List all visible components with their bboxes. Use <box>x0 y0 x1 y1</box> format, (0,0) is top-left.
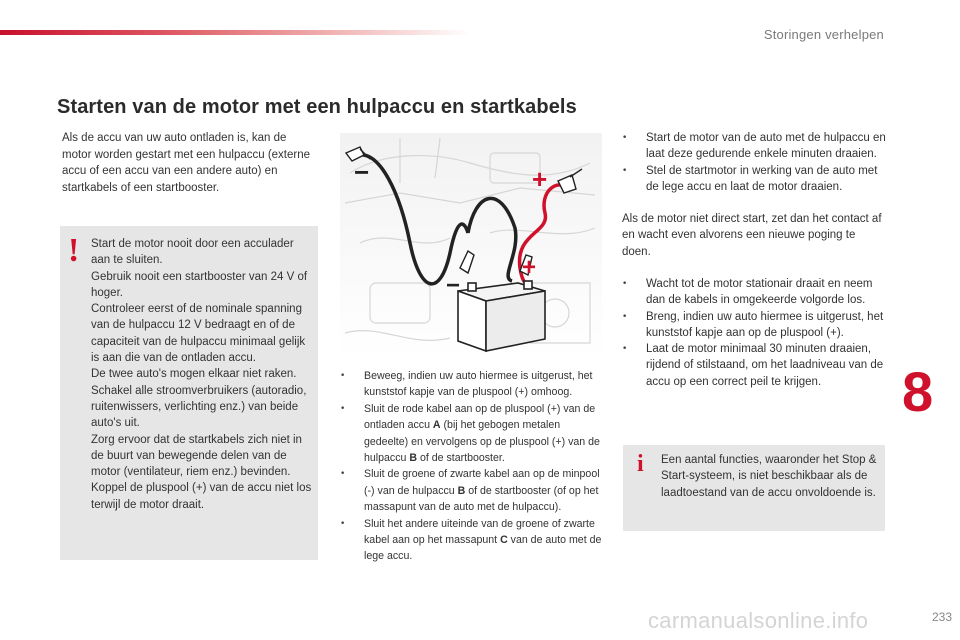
page-number: 233 <box>931 610 952 624</box>
bullet-icon: • <box>340 371 346 381</box>
warning-line: Schakel alle stroomverbruikers (autoradio, ruitenwissers, verlichting enz.) van beide auto's uit. <box>91 384 307 430</box>
list-item <box>622 130 890 163</box>
list-item <box>340 368 602 401</box>
list-item <box>622 276 890 309</box>
bullet-icon: • <box>340 469 346 480</box>
minus-label-battery: − <box>446 272 461 299</box>
step-text: Sluit de groene of zwarte kabel aan op de minpool (-) van de hulpaccu <box>364 468 600 497</box>
info-text: Een aantal functies, waaronder het Stop & Start-systeem, is niet beschikbaar als de laadtoestand van de accu onvoldoende is. <box>661 454 877 499</box>
bullet-icon: • <box>622 165 628 176</box>
step-text: Stel de startmotor in werking van de auto met de lege accu en laat de motor draaien. <box>646 164 878 193</box>
info-box <box>623 445 885 531</box>
header-accent-bar <box>0 30 470 35</box>
step-text: Start de motor van de auto met de hulpaccu en laat deze gedurende enkele minuten draaien. <box>646 132 886 161</box>
warning-text <box>91 236 313 513</box>
step-text: Breng, indien uw auto hiermee is uitgerust, het kunststof kapje aan op de pluspool (+). <box>646 310 884 339</box>
retry-note: Als de motor niet direct start, zet dan het contact af en wacht even alvorens een nieuwe poging te doen. <box>622 213 882 258</box>
info-icon: i <box>637 451 644 477</box>
warning-line: Zorg ervoor dat de startkabels zich niet in de buurt van bewegende delen van de motor (ventilateur, riem enz.) bevinden. <box>91 433 302 479</box>
list-item <box>622 163 890 196</box>
list-item <box>622 309 890 342</box>
warning-line: De twee auto's mogen elkaar niet raken. <box>91 368 297 381</box>
step-text: of de startbooster (of op het massapunt van de auto met de hulpaccu). <box>364 484 599 514</box>
step-bold-label: A <box>432 419 441 432</box>
minus-label-top: − <box>354 157 370 187</box>
watermark: carmanualsonline.info <box>648 608 869 633</box>
connection-steps <box>340 368 602 565</box>
plus-label-top: + <box>532 164 548 194</box>
page-title: Starten van de motor met een hulpaccu en startkabels <box>57 96 577 118</box>
step-text: (bij het gebogen metalen gedeelte) en vervolgens op de pluspool (+) van de hulpaccu <box>364 419 600 465</box>
section-label: Storingen verhelpen <box>763 27 884 42</box>
list-item <box>340 466 602 515</box>
bullet-icon: • <box>622 279 628 289</box>
step-bold-label: B <box>457 484 466 497</box>
list-item <box>340 516 602 565</box>
warning-exclamation-icon: ! <box>68 232 80 269</box>
bullet-icon: • <box>622 133 628 143</box>
bullet-icon: • <box>622 311 628 322</box>
disconnect-steps <box>622 276 890 390</box>
start-steps <box>622 130 890 195</box>
bullet-icon: • <box>622 344 628 355</box>
step-bold-label: B <box>409 452 418 465</box>
step-text: Sluit de rode kabel aan op de pluspool (+) van de ontladen accu <box>364 402 596 432</box>
warning-line: Start de motor nooit door een acculader aan te sluiten. <box>91 238 294 267</box>
step-text: Beweeg, indien uw auto hiermee is uitgerust, het kunststof kapje van de pluspool (+) omhoog. <box>364 370 593 399</box>
warning-line: Controleer eerst of de nominale spanning van de hulpaccu 12 V bedraagt en of de capaciteit van de hulpaccu minimaal gelijk is aan die van de ontladen accu. <box>91 303 306 365</box>
bullet-icon: • <box>340 518 346 529</box>
step-text: van de auto met de lege accu. <box>364 534 602 563</box>
battery-icon <box>458 281 545 351</box>
warning-box <box>60 226 318 560</box>
warning-line: Gebruik nooit een startbooster van 24 V of hoger. <box>91 270 308 299</box>
plus-label-battery: + <box>522 254 537 281</box>
bullet-icon: • <box>340 403 346 414</box>
jump-start-illustration <box>340 133 602 361</box>
step-text: of de startbooster. <box>417 452 505 465</box>
chapter-number: 8 <box>902 360 934 423</box>
step-text: Laat de motor minimaal 30 minuten draaien, rijdend of stilstaand, om het laadniveau van de accu op een correct peil te krijgen. <box>646 343 884 388</box>
intro-paragraph: Als de accu van uw auto ontladen is, kan de motor worden gestart met een hulpaccu (externe accu of een accu van een andere auto) en startkabels of een startbooster. <box>62 132 311 194</box>
step-text: Sluit het andere uiteinde van de groene of zwarte kabel aan op het massapunt <box>364 517 595 547</box>
warning-line: Koppel de pluspool (+) van de accu niet los terwijl de motor draait. <box>91 482 312 511</box>
step-bold-label: C <box>500 534 508 547</box>
list-item <box>340 401 602 467</box>
step-text: Wacht tot de motor stationair draait en neem dan de kabels in omgekeerde volgorde los. <box>646 278 873 307</box>
list-item <box>622 341 890 390</box>
